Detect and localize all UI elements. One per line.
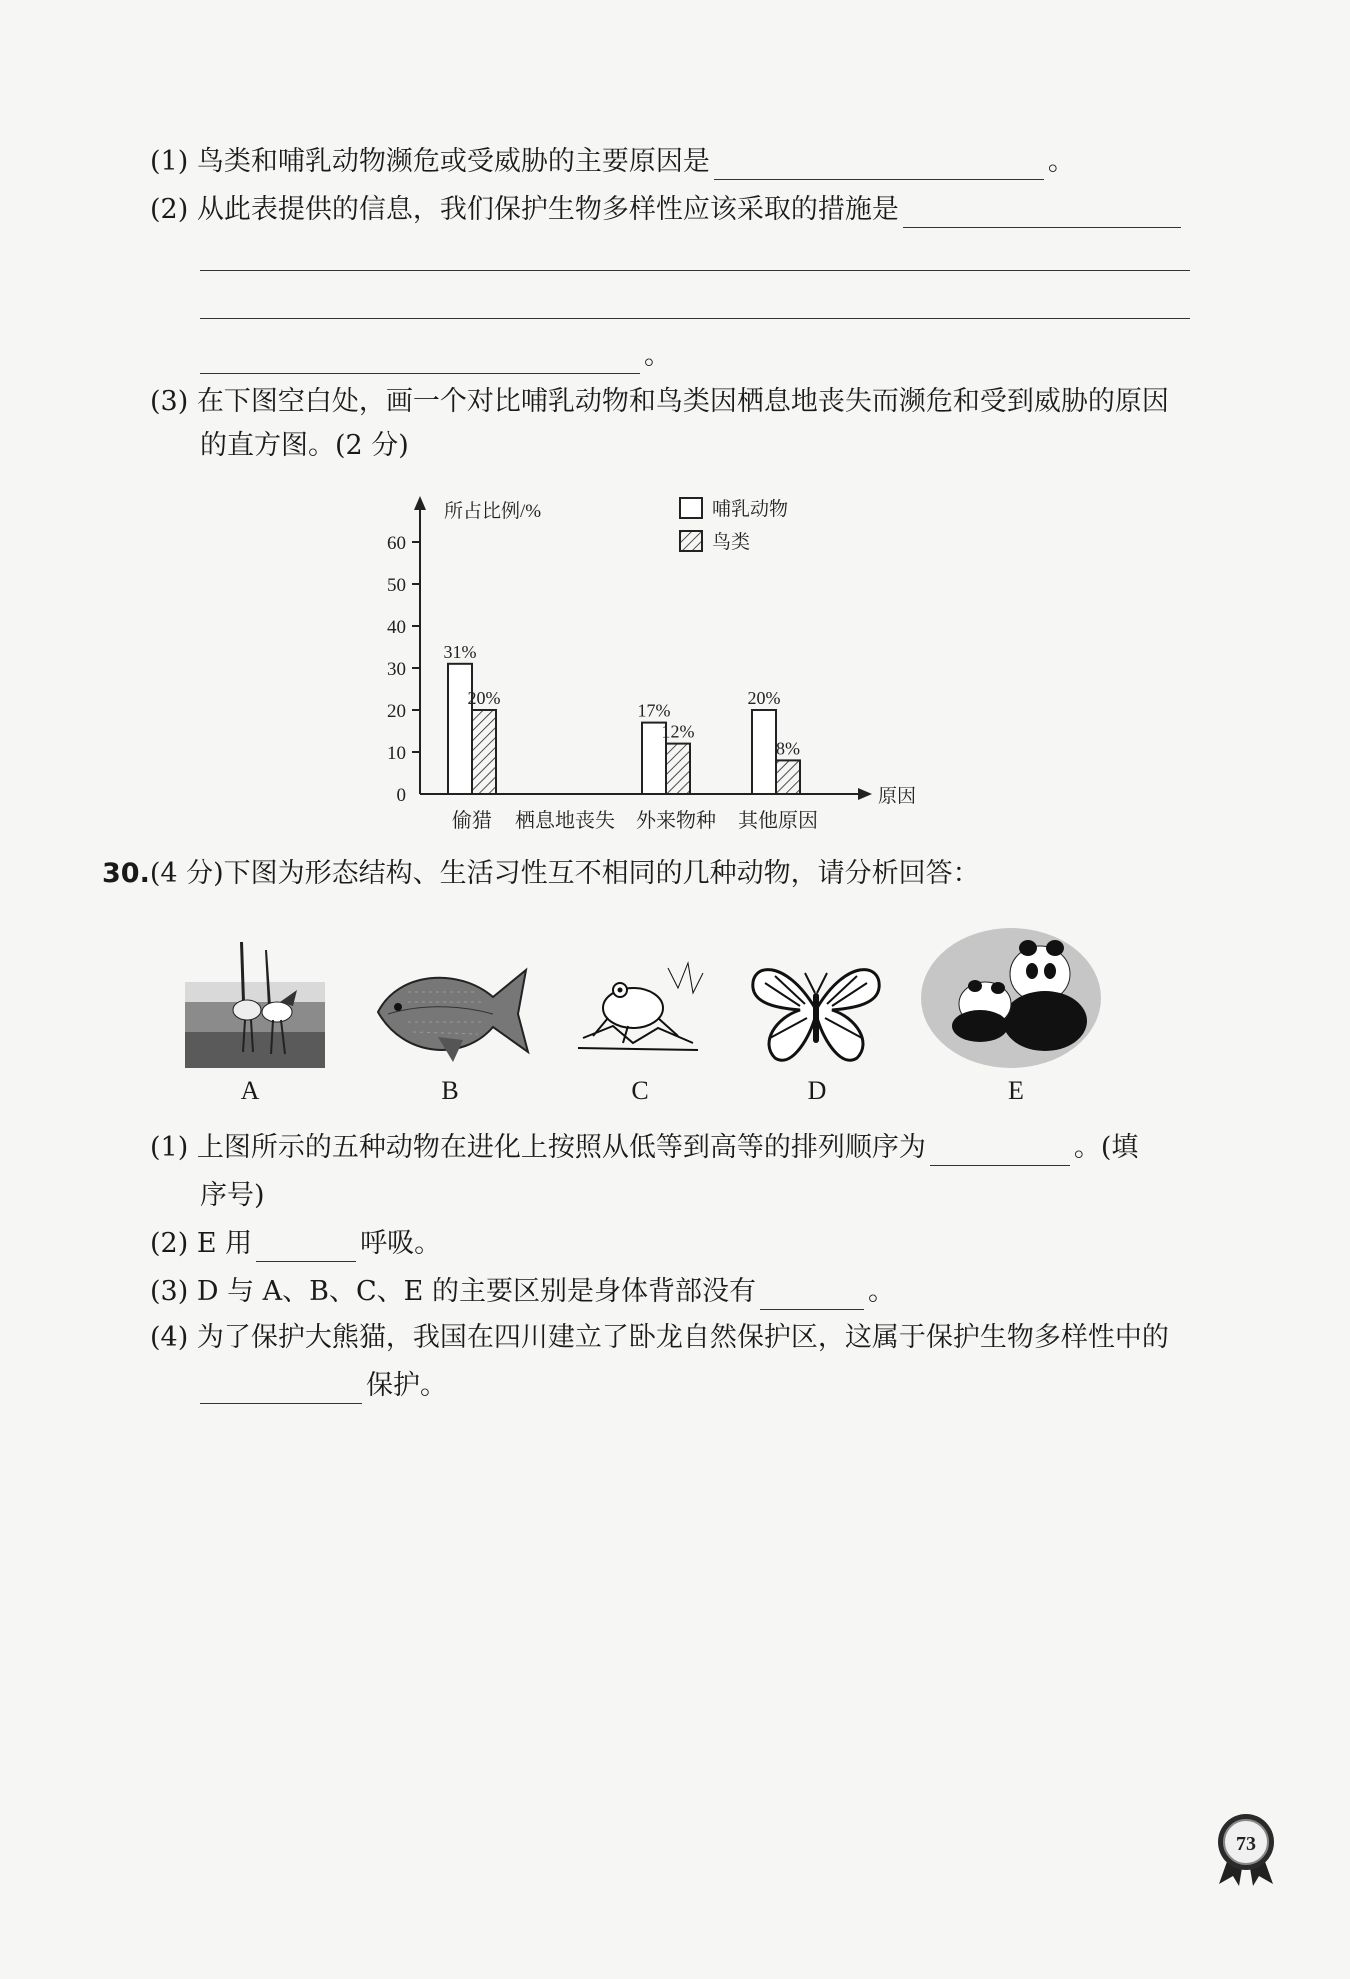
part-end: 保护。 [366, 1370, 447, 1401]
y-tick-label: 40 [387, 617, 406, 638]
q29-part1 [150, 144, 1075, 180]
part-label: (2) [150, 1228, 189, 1259]
bar-bird [776, 760, 800, 794]
animal-label-e: E [1008, 1076, 1024, 1105]
bar-value-label: 12% [661, 721, 695, 742]
page-number: 73 [1236, 1833, 1256, 1855]
legend-swatch-bird [680, 531, 702, 551]
question-text: (4 分)下图为形态结构、生活习性互不相同的几种动物，请分析回答： [149, 858, 980, 889]
q30-part1 [150, 1130, 1138, 1166]
part-label: (3) [150, 386, 189, 417]
q30-part1-line2 [200, 1178, 265, 1214]
y-tick-label: 20 [387, 701, 406, 722]
x-axis-arrow [858, 788, 872, 800]
butterfly-icon [745, 958, 887, 1066]
y-tick-label: 50 [387, 575, 406, 596]
q29-part3 [150, 384, 1169, 420]
answer-blank-q30-1[interactable] [930, 1137, 1070, 1166]
part-end: 呼吸。 [360, 1228, 442, 1259]
part-end: 。 [644, 340, 671, 371]
crane-icon [185, 932, 325, 1068]
q30-part4-line2 [200, 1368, 447, 1404]
q30-part2 [150, 1226, 441, 1262]
part-label: (1) [150, 1132, 189, 1163]
animal-label-d: D [807, 1076, 827, 1105]
category-label: 偷猎 [452, 810, 492, 832]
part-text: 序号) [200, 1180, 265, 1211]
answer-line-q29-2c[interactable] [200, 318, 1190, 319]
legend-label-mammal: 哺乳动物 [712, 499, 789, 520]
bar-value-label: 20% [747, 688, 781, 708]
part-text: 从此表提供的信息，我们保护生物多样性应该采取的措施是 [196, 194, 899, 225]
animal-label-b: B [441, 1076, 459, 1105]
y-axis-arrow [414, 496, 426, 510]
bar-mammal [752, 710, 776, 794]
y-axis-label: 所占比例/% [444, 501, 542, 522]
bar-value-label: 20% [467, 688, 501, 708]
panda-icon [920, 926, 1102, 1070]
part-label: (1) [150, 146, 189, 177]
part-label: (4) [150, 1322, 189, 1353]
x-axis-label: 原因 [878, 786, 917, 807]
y-tick-label: 30 [387, 659, 406, 680]
q29-part2-last [200, 338, 671, 374]
part-text: 的直方图。(2 分) [200, 430, 409, 461]
y-tick-label: 60 [387, 533, 406, 554]
category-label: 其他原因 [738, 810, 818, 832]
part-text: 为了保护大熊猫，我国在四川建立了卧龙自然保护区，这属于保护生物多样性中的 [196, 1322, 1169, 1353]
q30-part3 [150, 1274, 895, 1310]
part-text: 上图所示的五种动物在进化上按照从低等到高等的排列顺序为 [196, 1132, 926, 1163]
animal-label-c: C [631, 1076, 649, 1105]
bar-value-label: 31% [443, 641, 477, 662]
answer-blank-q30-2[interactable] [256, 1233, 356, 1262]
part-end: 。 [1047, 146, 1075, 177]
part-end: 。 [867, 1276, 895, 1307]
q29-part2 [150, 192, 1185, 228]
part-text: 在下图空白处，画一个对比哺乳动物和鸟类因栖息地丧失而濒危和受到威胁的原因 [196, 386, 1169, 417]
part-text: D 与 A、B、C、E 的主要区别是身体背部没有 [196, 1276, 756, 1307]
category-label: 外来物种 [636, 810, 716, 832]
legend-swatch-mammal [680, 498, 702, 518]
animal-label-a: A [240, 1076, 260, 1105]
answer-blank-q30-4[interactable] [200, 1375, 362, 1404]
answer-blank-q29-1[interactable] [714, 151, 1044, 180]
question-number: 30. [102, 858, 150, 889]
part-label: (2) [150, 194, 189, 225]
y-tick-label: 10 [387, 743, 406, 764]
part-label: (3) [150, 1276, 189, 1307]
category-label: 栖息地丧失 [515, 810, 615, 832]
part-end: 。(填 [1073, 1132, 1139, 1163]
bar-mammal [448, 664, 472, 794]
bar-bird [666, 744, 690, 794]
legend-label-bird: 鸟类 [712, 532, 751, 553]
bar-chart [0, 480, 1350, 860]
frog-icon [568, 948, 708, 1066]
answer-blank-q29-2a[interactable] [903, 199, 1181, 228]
q30-part4 [150, 1320, 1169, 1356]
answer-blank-q29-2d[interactable] [200, 345, 640, 374]
y-tick-label: 0 [396, 785, 406, 806]
fish-icon [368, 952, 533, 1070]
bar-bird [472, 710, 496, 794]
q29-part3-line2 [200, 428, 409, 464]
part-text: E 用 [196, 1228, 253, 1259]
page-number-badge [1213, 1812, 1279, 1888]
answer-line-q29-2b[interactable] [200, 270, 1190, 271]
part-text: 鸟类和哺乳动物濒危或受威胁的主要原因是 [196, 146, 710, 177]
bar-value-label: 8% [776, 738, 800, 759]
answer-blank-q30-3[interactable] [760, 1281, 864, 1310]
bar-value-label: 17% [637, 700, 671, 721]
q30-intro [102, 856, 980, 892]
